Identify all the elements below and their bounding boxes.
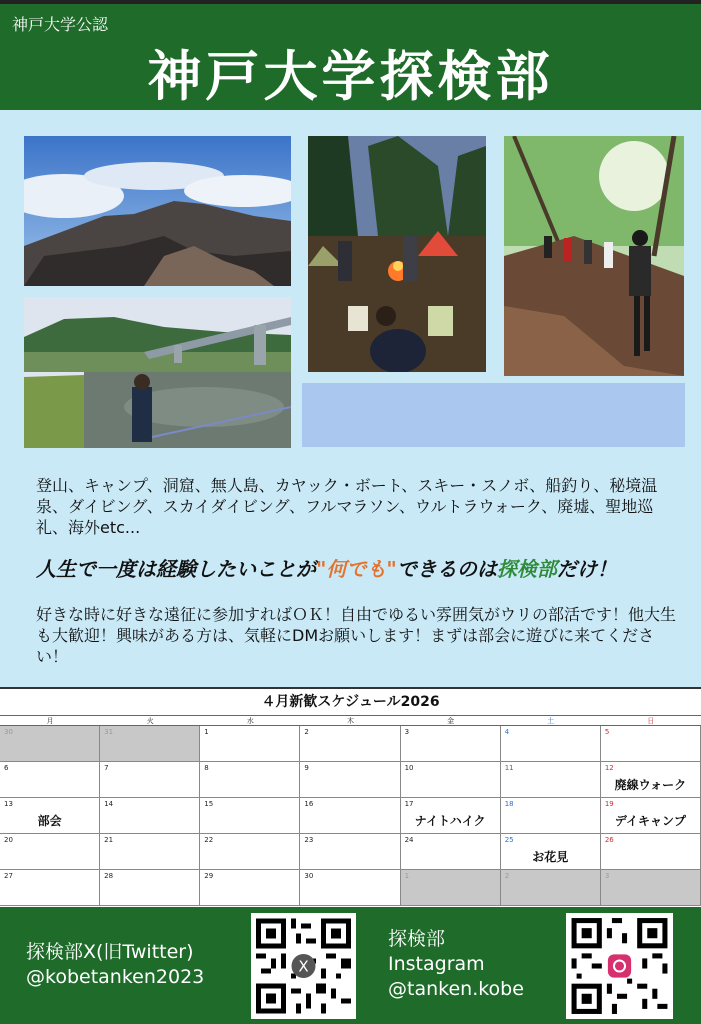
calendar-day-cell: [401, 762, 501, 798]
calendar-day-cell: [401, 834, 501, 870]
twitter-label: 探検部X(旧Twitter): [26, 941, 194, 963]
calendar-day-cell: [300, 870, 400, 906]
instagram-qr-code[interactable]: [566, 913, 673, 1019]
svg-text:X: X: [298, 957, 309, 976]
tagline-club: 探検部: [496, 557, 557, 581]
calendar-event: 部会: [37, 814, 62, 828]
tagline-part3: だけ！: [556, 557, 617, 581]
calendar-day-cell: [0, 834, 100, 870]
twitter-info: [26, 940, 204, 990]
calendar-day-cell: [200, 762, 300, 798]
calendar-day-number: 6: [4, 764, 9, 772]
calendar-day-number: 13: [4, 800, 13, 808]
official-badge-text: 神戸大学公認: [12, 15, 109, 34]
calendar-day-cell: [501, 798, 601, 834]
calendar-day-number: 14: [104, 800, 114, 808]
calendar-day-cell: [601, 762, 701, 798]
camp-photo: [308, 136, 486, 372]
calendar-day-number: 15: [204, 800, 214, 808]
calendar-day-cell: [601, 870, 701, 906]
calendar-day-cell: [401, 870, 501, 906]
calendar-day-cell: [300, 726, 400, 762]
calendar-day-cell: [200, 726, 300, 762]
mountain-photo: [24, 136, 291, 286]
calendar-day-cell: [300, 834, 400, 870]
calendar-event: デイキャンプ: [614, 814, 686, 828]
calendar-day-number: 31: [104, 728, 114, 736]
calendar-day-number: 5: [604, 728, 610, 736]
club-description: 好きな時に好きな遠征に参加すればＯＫ！自由でゆるい雰囲気がウリの部活です！他大生も大歓迎！興味がある方は、気軽にDMお願いします！まずは部会に遊びに来てください！: [36, 605, 677, 666]
calendar-day-number: 16: [304, 800, 314, 808]
calendar-day-cell: [300, 762, 400, 798]
calendar-day-number: 19: [604, 800, 614, 808]
schedule-calendar: [0, 687, 701, 909]
calendar-day-cell: [300, 798, 400, 834]
fishing-photo: [24, 297, 291, 448]
calendar-day-number: 30: [304, 872, 314, 880]
calendar-day-number: 2: [304, 728, 309, 736]
calendar-day-cell: [401, 726, 501, 762]
calendar-weekday: 金: [401, 715, 501, 726]
calendar-weekday: 土: [501, 715, 601, 726]
instagram-name: Instagram: [388, 953, 485, 975]
calendar-event: ナイトハイク: [414, 814, 486, 828]
twitter-qr-pattern: [251, 913, 356, 1019]
calendar-day-cell: [501, 870, 601, 906]
page-title: 神戸大学探検部: [147, 45, 554, 108]
calendar-day-number: 1: [404, 872, 410, 880]
instagram-qr-pattern: [566, 913, 673, 1019]
calendar-day-cell: [200, 870, 300, 906]
calendar-event: お花見: [532, 850, 569, 864]
calendar-day-number: 10: [404, 764, 414, 772]
calendar-day-number: 7: [104, 764, 109, 772]
calendar-day-cell: [100, 798, 200, 834]
calendar-day-cell: [100, 726, 200, 762]
calendar-day-number: 22: [204, 836, 214, 844]
calendar-day-number: 17: [404, 800, 414, 808]
calendar-weekday: 水: [200, 715, 300, 726]
tagline: [36, 553, 686, 582]
calendar-day-cell: [0, 762, 100, 798]
calendar-day-cell: [100, 762, 200, 798]
instagram-logo-icon: [608, 954, 631, 977]
calendar-day-cell: [100, 834, 200, 870]
calendar-day-cell: [200, 834, 300, 870]
calendar-weekday: 火: [100, 715, 200, 726]
tagline-part1: 人生で一度は経験したいことが: [36, 557, 316, 581]
calendar-day-number: 24: [404, 836, 414, 844]
calendar-day-cell: [601, 726, 701, 762]
calendar-day-number: 26: [604, 836, 614, 844]
tagline-part2: できるのは: [396, 557, 497, 581]
calendar-day-cell: [501, 834, 601, 870]
calendar-day-number: 2: [504, 872, 510, 880]
calendar-day-number: 27: [4, 872, 13, 880]
calendar-day-number: 9: [304, 764, 309, 772]
calendar-day-number: 20: [4, 836, 13, 844]
footer: [0, 907, 701, 1024]
calendar-day-number: 1: [204, 728, 209, 736]
calendar-weekday: 月: [0, 715, 100, 726]
instagram-info: [388, 927, 524, 1002]
calendar-weekday: 木: [300, 715, 400, 726]
tagline-highlight: "何でも": [316, 557, 397, 581]
calendar-day-number: 3: [404, 728, 410, 736]
calendar-day-cell: [0, 870, 100, 906]
header-banner: [0, 4, 701, 110]
calendar-day-cell: [200, 798, 300, 834]
instagram-label: 探検部: [388, 928, 446, 950]
calendar-weekday: 日: [601, 715, 701, 726]
calendar-day-cell: [401, 798, 501, 834]
forest-hike-photo: [504, 136, 684, 376]
calendar-day-number: 11: [504, 764, 514, 772]
calendar-day-number: 30: [4, 728, 13, 736]
calendar-day-cell: [0, 726, 100, 762]
calendar-day-number: 23: [304, 836, 314, 844]
calendar-title: ４月新歓スケジュール2026: [261, 694, 440, 710]
calendar-day-cell: [0, 798, 100, 834]
calendar-event: 廃線ウォーク: [614, 778, 687, 792]
calendar-day-number: 8: [204, 764, 209, 772]
twitter-handle: @kobetanken2023: [26, 966, 205, 988]
instagram-handle: @tanken.kobe: [388, 978, 524, 1000]
calendar-day-number: 21: [104, 836, 114, 844]
calendar-day-cell: [601, 798, 701, 834]
calendar-day-number: 25: [504, 836, 514, 844]
calendar-day-number: 12: [604, 764, 614, 772]
calendar-day-number: 4: [504, 728, 510, 736]
calendar-day-cell: [501, 726, 601, 762]
calendar-day-cell: [100, 870, 200, 906]
placeholder-box: [302, 383, 685, 447]
calendar-day-number: 3: [604, 872, 610, 880]
calendar-day-number: 28: [104, 872, 114, 880]
calendar-day-cell: [501, 762, 601, 798]
calendar-day-cell: [601, 834, 701, 870]
activities-list: 登山、キャンプ、洞窟、無人島、カヤック・ボート、スキー・スノボ、船釣り、秘境温泉、ダイビング、スカイダイビング、フルマラソン、ウルトラウォーク、廃墟、聖地巡礼、海外etc...: [36, 476, 658, 537]
calendar-day-number: 29: [204, 872, 214, 880]
twitter-qr-code[interactable]: [251, 913, 356, 1019]
calendar-day-number: 18: [504, 800, 514, 808]
